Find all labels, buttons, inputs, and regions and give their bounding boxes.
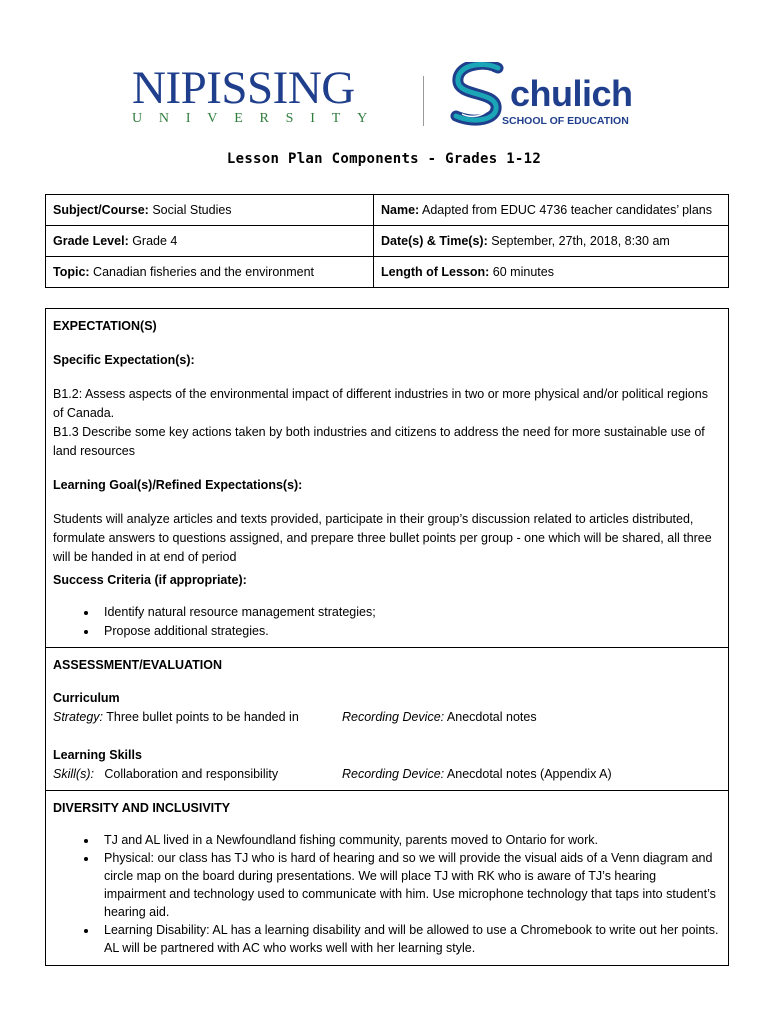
subject-value: Social Studies xyxy=(148,203,232,217)
lesson-content-box xyxy=(45,308,729,966)
expectations-heading: EXPECTATION(S) xyxy=(53,319,157,333)
date-label: Date(s) & Time(s): xyxy=(381,234,488,248)
skills-value: Collaboration and responsibility xyxy=(93,767,279,781)
assessment-section xyxy=(46,648,728,791)
strategy-value: Three bullet points to be handed in xyxy=(103,710,299,724)
diversity-section xyxy=(46,791,728,965)
learning-goals-text: Students will analyze articles and texts provided, participate in their group’s discussion related to articles distributed, formulate answers to questions assigned, and prepare three bullet points per group - one which will be shared, all three will be handed in at end of period xyxy=(53,512,712,564)
name-cell xyxy=(374,195,729,226)
schulich-wordmark: chulich xyxy=(510,73,633,114)
grade-cell xyxy=(46,226,374,257)
success-criteria-list xyxy=(53,603,721,641)
diversity-list xyxy=(53,831,721,957)
list-item: • Identify natural resource management strategies; xyxy=(98,603,721,622)
specific-expectations-heading: Specific Expectation(s): xyxy=(53,353,195,367)
lesson-info-table xyxy=(45,194,729,288)
header-logos xyxy=(0,60,768,132)
assessment-heading: ASSESSMENT/EVALUATION xyxy=(53,658,222,672)
subject-cell xyxy=(46,195,374,226)
nipissing-logo xyxy=(132,62,394,127)
table-row xyxy=(46,195,729,226)
curriculum-heading: Curriculum xyxy=(53,691,120,705)
skills-row xyxy=(53,765,721,784)
recording-label-1: Recording Device: xyxy=(342,710,445,724)
recording-device-1 xyxy=(342,708,537,727)
document-title: Lesson Plan Components - Grades 1-12 xyxy=(226,151,542,167)
schulich-subtitle: SCHOOL OF EDUCATION xyxy=(502,115,629,127)
table-row xyxy=(46,257,729,288)
grade-label: Grade Level: xyxy=(53,234,129,248)
recording-value-2: Anecdotal notes (Appendix A) xyxy=(444,767,612,781)
topic-cell xyxy=(46,257,374,288)
diversity-heading: DIVERSITY AND INCLUSIVITY xyxy=(53,801,231,815)
grade-value: Grade 4 xyxy=(128,234,178,248)
skills-text xyxy=(53,765,278,784)
expectations-section xyxy=(46,309,728,648)
list-item: • Propose additional strategies. xyxy=(98,622,721,641)
table-row xyxy=(46,226,729,257)
recording-device-2 xyxy=(342,765,612,784)
topic-label: Topic: xyxy=(53,265,90,279)
schulich-logo xyxy=(450,62,640,128)
name-label: Name: xyxy=(381,203,420,217)
success-criteria-heading: Success Criteria (if appropriate): xyxy=(53,573,247,587)
nipissing-university-wordmark: UNIVERSITY xyxy=(132,111,384,126)
skills-label: Skill(s): xyxy=(53,767,94,781)
expectation-b12: B1.2: Assess aspects of the environmental impact of different industries in two or more physical and/or political regions of Canada. xyxy=(53,387,708,420)
recording-label-2: Recording Device: xyxy=(342,767,445,781)
nipissing-wordmark: NIPISSING xyxy=(132,62,355,114)
learning-goals-heading: Learning Goal(s)/Refined Expectations(s): xyxy=(53,478,303,492)
recording-value-1: Anecdotal notes xyxy=(444,710,537,724)
list-item: • Physical: our class has TJ who is hard of hearing and so we will provide the visual aids of a Venn diagram and circle map on the board during presentations. We will place TJ with RK who is aware of TJ’s hearing impairment and technology used to communicate with him. Use microphone technology that taps into student’s hearing aid. xyxy=(98,849,721,921)
topic-value: Canadian fisheries and the environment xyxy=(89,265,315,279)
strategy-row xyxy=(53,708,721,727)
length-value: 60 minutes xyxy=(489,265,554,279)
name-value: Adapted from EDUC 4736 teacher candidates’ plans xyxy=(419,203,712,217)
length-label: Length of Lesson: xyxy=(381,265,490,279)
logo-divider xyxy=(423,76,424,126)
expectation-b13: B1.3 Describe some key actions taken by both industries and citizens to address the need for more sustainable use of land resources xyxy=(53,425,705,458)
list-item: • Learning Disability: AL has a learning disability and will be allowed to use a Chromebook to write out her points. AL will be partnered with AC who works well with her learning style. xyxy=(98,921,721,957)
date-value: September, 27th, 2018, 8:30 am xyxy=(487,234,670,248)
length-cell xyxy=(374,257,729,288)
strategy-text xyxy=(53,708,299,727)
learning-skills-heading: Learning Skills xyxy=(53,748,142,762)
date-cell xyxy=(374,226,729,257)
strategy-label: Strategy: xyxy=(53,710,104,724)
list-item: • TJ and AL lived in a Newfoundland fishing community, parents moved to Ontario for work. xyxy=(98,831,721,849)
subject-label: Subject/Course: xyxy=(53,203,149,217)
